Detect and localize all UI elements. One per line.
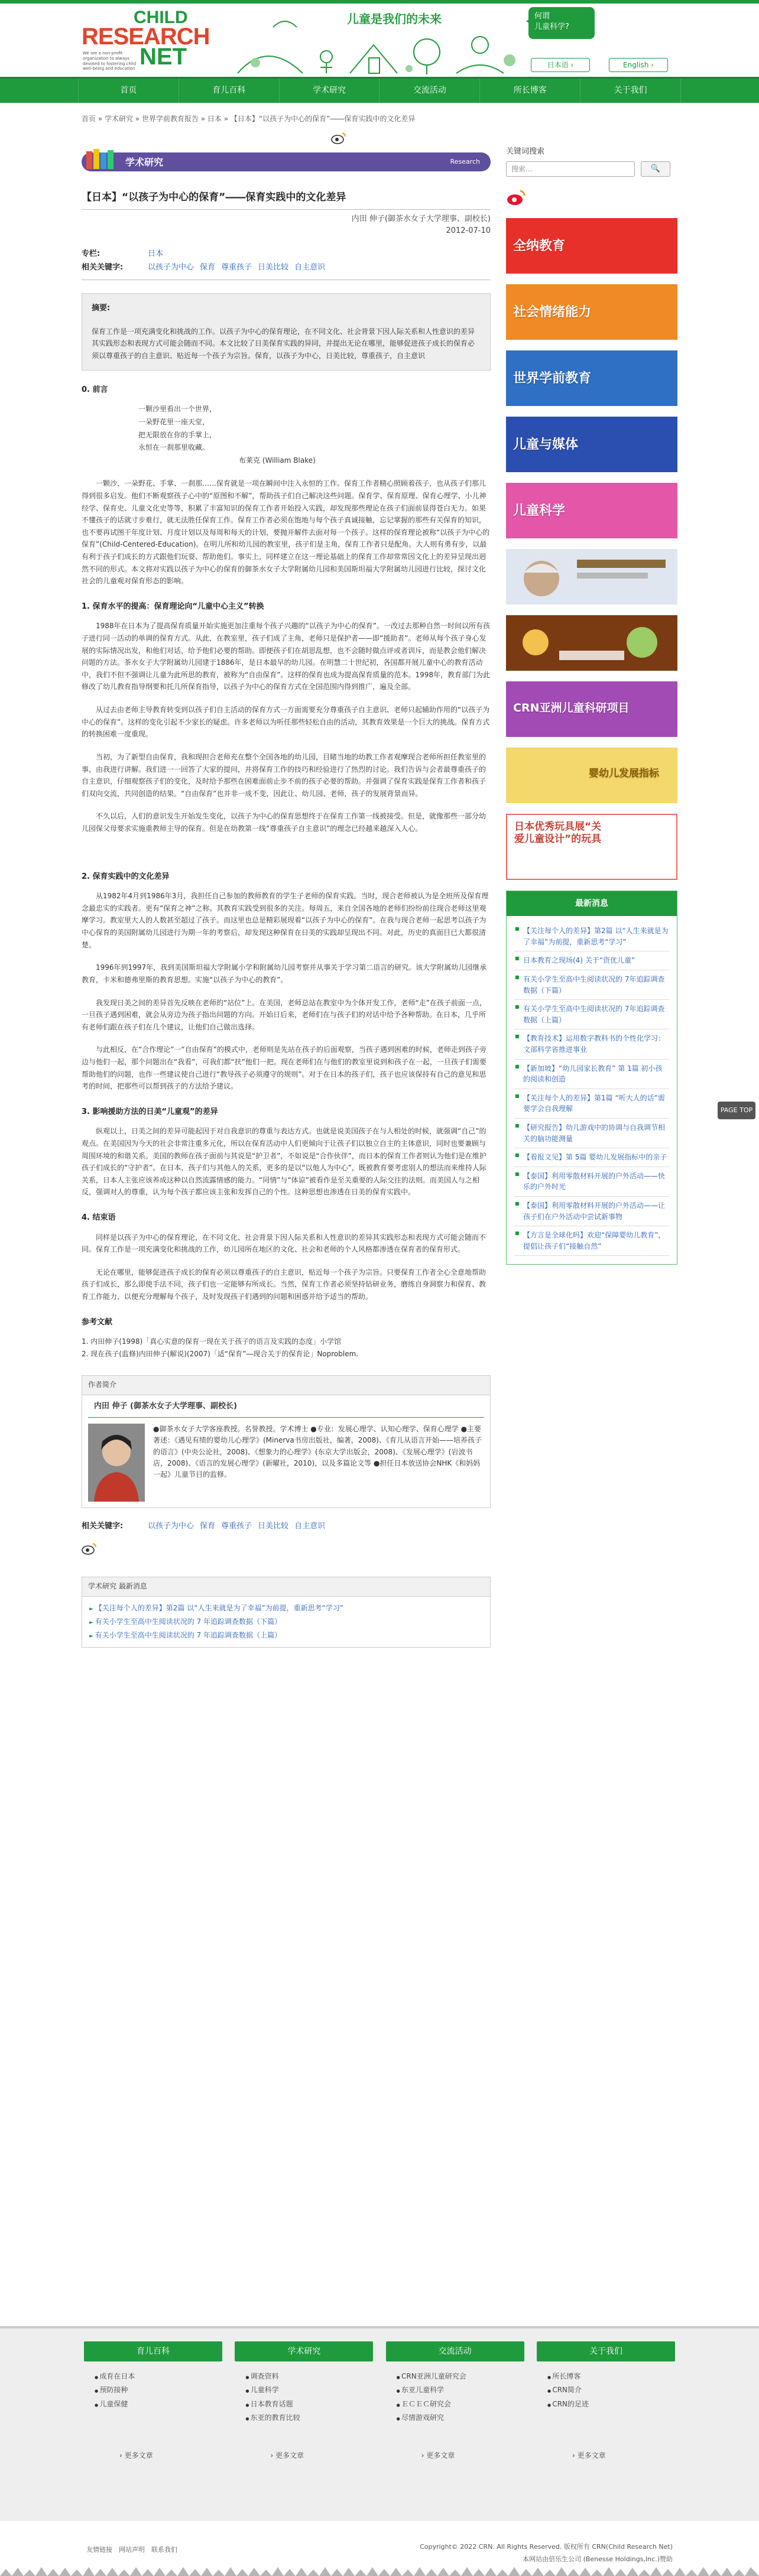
keyword-link[interactable]: 尊重孩子 (221, 262, 252, 272)
banner-director[interactable] (506, 549, 677, 605)
banner-label: 日本优秀玩具展“关爱儿童设计”的玩具 (514, 821, 602, 846)
paragraph: 从1982年4月到1986年3月，我担任自己参加的教师教育的学生子老师的保育实践。当时，现合老师被认为是全班所及保育理念最忠实的实践者。更有“保育之神”之称。其教育实践受到很多的关注。每周五，来自全国各地的老师们纷纷前往现合老师这里观摩学习。教室里大人的人数甚至超过了孩子。而这里也总是精彩展现着“以孩子为中心的保育”。在我与现合老师一起思考以孩子为中心保育的美国附属幼儿园进行为期一年的考察后，却发现这种保育在日美的实践却呈现出不同。对此，历史的真面目已大都很清楚。 (82, 892, 489, 949)
banner-label: 全纳教育 (513, 239, 566, 254)
keyword-link[interactable]: 日美比较 (258, 262, 289, 272)
region-label: 专栏: (82, 249, 100, 259)
banner-label: CRN亚洲儿童科研项目 (513, 701, 630, 715)
references-list (82, 1336, 491, 1360)
footer-link[interactable]: ● 调查资料 (245, 2370, 373, 2383)
latest-research-label: 学术研究 最新消息 (82, 1577, 490, 1597)
footer-utility-links[interactable]: 友情链接 网站声明 联系我们 (86, 2546, 177, 2554)
news-item[interactable]: ■ 有关小学生至高中生阅读状况的 7年追踪调查数据（下篇） (515, 970, 669, 1000)
language-english-button[interactable]: English › (609, 58, 668, 72)
news-item[interactable]: ■ 【教育技术】运用数字教科书的个性化学习：文部科学省推进事业 (515, 1029, 669, 1059)
footer-more-link[interactable]: › 更多文章 (421, 2451, 455, 2460)
latest-research-box (82, 1577, 491, 1647)
article-date: 2012-07-10 (446, 226, 491, 235)
news-box (506, 891, 677, 1265)
section-heading: 2. 保育实践中的文化差异 (82, 872, 170, 881)
footer-more-link[interactable]: › 更多文章 (572, 2451, 606, 2460)
nav-item-events[interactable]: 交流活动 (379, 79, 479, 103)
banner-toy-award[interactable] (506, 814, 677, 880)
news-item[interactable]: ■ 【方言是全球化吗】欢迎“保障婴幼儿教育”，提倡让孩子们“接触自然” (515, 1226, 669, 1256)
news-item[interactable]: ■ 【看报文见】第 5篇 婴幼儿发展指标中的亲子 (515, 1148, 669, 1167)
section-heading: 1. 保育水平的提高：保育理论向“儿童中心主义”转换 (82, 602, 264, 611)
footer-more-link[interactable]: › 更多文章 (119, 2451, 153, 2460)
author-box (82, 1375, 491, 1508)
news-box-label: 最新消息 (507, 891, 677, 916)
nav-item-blog[interactable]: 所长博客 (479, 79, 580, 103)
author-name: 内田 伸子 (御茶水女子大学理事、副校长) (88, 1395, 484, 1418)
search-button[interactable] (641, 161, 670, 177)
footer-column-title[interactable]: 交流活动 (386, 2341, 524, 2361)
poem-author: 布莱克 (William Blake) (239, 456, 316, 464)
banner-label: 世界学前教育 (513, 371, 592, 386)
keyword-link[interactable]: 自主意识 (294, 1522, 326, 1531)
logo-line: CHILD (134, 8, 188, 27)
logo-tagline: We are a non-profit organization to always devoted to fostering child well-being and education (83, 51, 137, 72)
paragraph: 从过去由老师主导教育转变到以孩子们自主活动的保育方式一方面需要充分尊重孩子自主意识、老师只起辅助作用的“以孩子为中心的保育”。这样的变化引起不少家长的疑虑。许多老师以为听任那些轻松自由的活动，其教育效果是一个巨大的挑战。保育方式的转换困难一度重现。 (82, 706, 490, 739)
author-bio: ●御茶水女子大学客座教授。名誉教授。学术博士 ●专业：发展心理学、认知心理学、保育心理学 ●主要著述：《遇见有绩的婴幼儿心理学》(Minerva书房出版社，编著，2008)、《育儿从语言开始——培养孩子的语言》(中央公论社，2008)、《想象力的心理学》(东京大学出版会，2008)、《发展心理学》(岩波书店，2008)、《语言的发展心理学》(新曜社，2010)，以及多篇论文等 ●担任日本放送协会NHK《和妈妈一起》儿童节目的监修。 (153, 1425, 482, 1479)
footer-column (386, 2341, 524, 2462)
poem-line: 永恒在一刹那里收藏。 (138, 443, 210, 452)
bubble-text: 何谓 儿童科学? (534, 12, 569, 31)
logo-line: RESEARCH (82, 23, 210, 50)
region-link[interactable]: 日本 (148, 249, 164, 259)
keyword-link[interactable]: 保育 (200, 1522, 216, 1531)
supporter-note: 本网站由倍乐生公司 (Benesse Holdings,Inc.)赞助 (523, 2555, 673, 2563)
article-tags-bottom (82, 1520, 491, 1534)
search-input[interactable]: 搜索... (506, 161, 635, 177)
news-item[interactable]: ■ 【关注每个人的差异】第2篇 以“人生来就是为了幸福”为前提，重新思考“学习” (515, 922, 669, 951)
banner-label: 社会情绪能力 (513, 305, 592, 320)
footer-column (84, 2341, 222, 2462)
keyword-link[interactable]: 以孩子为中心 (148, 1522, 194, 1531)
banner-inclusive-education[interactable] (506, 218, 677, 274)
weibo-follow[interactable] (506, 189, 677, 218)
keyword-link[interactable]: 日美比较 (258, 1522, 289, 1531)
footer-link[interactable]: ● 所长博客 (547, 2370, 675, 2383)
main-content (82, 145, 491, 1648)
nav-item-home[interactable]: 首页 (78, 79, 179, 103)
news-item[interactable]: ■ 日本教育之现场(4) 关于“资优儿童” (515, 951, 669, 970)
news-item[interactable]: ■ 【新加坡】“幼儿园家长教育” 第 1篇 初小孩的阅读和创造 (515, 1060, 669, 1089)
author-photo (88, 1424, 145, 1502)
article-title: 【日本】“以孩子为中心的保育”――保育实践中的文化差异 (82, 189, 491, 210)
paragraph: 1988年在日本为了提高保育质量开始实施更加注重每个孩子兴趣的“以孩子为中心的保育”。一改过去那种自然一时间以所有孩子进行同一活动的单调的保育方式。从此，在教室里，孩子们成了主角，老师只是保护者——即“援助者”。老师从每个孩子身心发展的实际情况出发，和他们对话，给予他们必要的帮助。即便孩子们在胡思乱想，也不会随时做点评或者训斥，而是教会他们解决问题的方法。茶水女子大学附属幼儿园建于1886年，是日本最早的幼儿园。在明慧二十世纪初，各国都开展儿童中心的教育活动中，我们不但不强调让儿童为此所思的教育，被称为“自由保育”。这样的保育也成为提高保育质量的范本。1998年，教育部门为此修改了幼儿教育指导纲要和托儿所保育指导，以孩子为中心的保育方式在全国范围内得到推广，遍及全部。 (82, 622, 490, 691)
footer-column-title[interactable]: 学术研究 (235, 2341, 373, 2361)
footer-link[interactable]: ● 儿童保健 (95, 2398, 222, 2411)
banner-child-science[interactable] (506, 483, 677, 538)
article-author: 内田 伸子(御茶水女子大学理事、副校长) (351, 214, 491, 223)
search-icon: 🔍 (650, 164, 661, 174)
paragraph: 与此相反，在“合作理论”一“自由保育”的模式中，老师则是先站在孩子的后面观察，当孩子遇到困难的时候，老师走到孩子旁边与他们一起，那个问题出在“我看”，可我们都“扶”他们一把。现在老师们在与他们的教室里说到和孩子在一起，一旦孩子们需要帮助他们的问题，也作一些建议使自己进行“教导孩子必须遵守的规则”。对于在日本的孩子们，孩子也应该保持有自己的意见和思考的时间，把那些可以帮到孩子的方法给予建议。 (82, 1045, 486, 1091)
keyword-link[interactable]: 自主意识 (294, 262, 326, 272)
footer-column (537, 2341, 675, 2462)
footer-link[interactable]: ● ＥＣＥＣ研究会 (397, 2398, 524, 2411)
banner-world-preschool[interactable] (506, 350, 677, 406)
footer-link[interactable]: ● 东亚的教育比较 (245, 2411, 373, 2425)
banner-label: 儿童科学 (513, 503, 566, 519)
poem-line: 把无限放在你的手掌上， (138, 430, 217, 439)
reference-item: 1. 内田伸子(1998)「真心实意的保育一现在关于孩子的语言及实践的态度」小学馆 (82, 1337, 342, 1346)
poem-line: 一朵野花里一座天堂， (138, 417, 210, 426)
keywords-label: 相关关键字: (82, 1522, 124, 1531)
nav-item-parenting[interactable]: 育儿百科 (179, 79, 279, 103)
banner-label: 婴幼儿发展指标 (589, 768, 659, 780)
footer-link[interactable]: ● 东亚儿童科学 (397, 2383, 524, 2397)
abstract-label: 摘要: (92, 303, 111, 313)
poem-quote (138, 403, 491, 467)
paragraph: 不久以后，人们的意识发生开始发生变化，以孩子为中心的保育思想终于在保育工作第一线被接受。但是，就像那些一部分幼儿园保父母要求实施重教师主导的保育。但是在幼教第一线“尊重孩子自主意识”的理念已经越来越深入人心。 (82, 812, 486, 833)
site-footer (0, 2326, 759, 2521)
news-item[interactable]: ■ 【泰国】利用零散材料开展的户外活动——让孩子们在户外活动中尝试新事物 (515, 1197, 669, 1226)
article-meta (82, 213, 491, 237)
paragraph: 我发现日美之间的差异首先反映在老师的“站位”上。在美国，老师总站在教室中为个体开发工作，老师“走”在孩子前面一点，一旦孩子遇到困难，就会从旁边为孩子指出问题的方向。开始日后来，老师们在与孩子们的对话中给予各种帮助。在日本，几乎所有老师们跟在孩子们在几个建议，让他们自己做出选择。 (82, 998, 486, 1031)
asia-research-icon (506, 615, 677, 671)
footer-column-title[interactable]: 育儿百科 (84, 2341, 222, 2361)
page-top-button[interactable]: PAGE TOP (718, 1102, 755, 1119)
main-nav (0, 77, 759, 103)
footer-column (235, 2341, 373, 2462)
section-heading: 0. 前言 (82, 385, 108, 394)
section-tag: Research (450, 157, 480, 165)
sidebar (506, 145, 677, 1265)
paragraph: 1996年到1997年，我到美国斯坦福大学附属小学和附属幼儿园考察并从事关于学习第二语言的研究。该大学附属幼儿园继承教育，卡米和德弗里斯的教育思想。实施“以孩子为中心的教育”。 (82, 963, 487, 984)
banner-social-emotional[interactable] (506, 284, 677, 340)
director-portrait (506, 549, 677, 605)
person-silhouette-icon (88, 1424, 145, 1502)
breadcrumb[interactable]: 首页 » 学术研究 » 世界学前教育报告 » 日本 » 【日本】“以孩子为中心的保育”――保育实践中的文化差异 (82, 115, 416, 123)
keywords-label: 相关关键字: (82, 262, 124, 272)
reference-item: 2. 现在孩子(监修)内田伸子(解说)(2007)「适“保育”―现合关于的保育论」Noproblem. (82, 1349, 359, 1358)
logo-line: NET (140, 44, 187, 70)
paragraph: 无论在哪里，能够促进孩子成长的保育必须以尊重孩子的自主意识，贴近每一个孩子为宗旨。只要保育工作者全心全意地帮助孩子们成长，那么即使手法不同，孩子们也一定能够有所成长。当然，保育工作者必须坚持钻研业务，磨练自身洞察力和保育、教育工作能力，以便充分理解每个孩子，及时发现孩子们遇到的问题和困惑并给予适当的帮助。 (82, 1268, 486, 1301)
search-label: 关键词搜索 (506, 147, 545, 156)
section-heading: 4. 结束语 (82, 1213, 116, 1223)
footer-link[interactable]: ● 成育在日本 (95, 2370, 222, 2383)
section-heading: 3. 影响援助方法的日美“儿童观”的差异 (82, 1107, 218, 1116)
site-logo[interactable] (82, 8, 218, 72)
keyword-link[interactable]: 尊重孩子 (221, 1522, 252, 1531)
latest-research-link[interactable]: ► 有关小学生至高中生阅读状况的 7 年追踪调查数据（下篇） (89, 1615, 483, 1629)
news-item[interactable]: ■ 【研究报告】幼儿游戏中的协调与自我调节相关的脑功能测量 (515, 1119, 669, 1148)
footer-bar (0, 2541, 759, 2565)
keyword-link[interactable]: 以孩子为中心 (148, 262, 194, 272)
references-heading: 参考文献 (82, 1317, 113, 1327)
banner-infant-development[interactable] (506, 748, 677, 803)
news-item[interactable]: ■ 【泰国】利用零散材料开展的户外活动——快乐的户外时光 (515, 1167, 669, 1197)
footer-link[interactable]: ● 儿童科学 (245, 2383, 373, 2397)
footer-link[interactable]: ● 预防接种 (95, 2383, 222, 2397)
nav-item-research[interactable]: 学术研究 (279, 79, 380, 103)
what-is-child-science-bubble[interactable] (528, 7, 595, 39)
news-item[interactable]: ■ 有关小学生至高中生阅读状况的 7年追踪调查数据（上篇） (515, 1000, 669, 1029)
footer-link[interactable]: ● CRN亚洲儿童研究会 (397, 2370, 524, 2383)
footer-link[interactable]: ● CRN的足迹 (547, 2398, 675, 2411)
footer-column-title[interactable]: 关于我们 (537, 2341, 675, 2361)
author-box-label: 作者简介 (82, 1376, 490, 1395)
abstract-text: 保育工作是一项充满变化和挑战的工作。以孩子为中心的保育理论，在不同文化、社会背景下因人际关系和人性意识的差异其实践形态和表现方式可能会随而不同。本文比较了日美保育实践的异同，并提出无论在哪里，能够促进孩子成长的保育必须以尊重孩子的自主意识、贴近每一个孩子为宗旨。保育，以孩子为中心，日美比较，尊重孩子，自主意识 (92, 327, 475, 360)
footer-link[interactable]: ● 尽情游戏研究 (397, 2411, 524, 2425)
paragraph: 一颗沙、一朵野花、手掌、一刹那……保育就是一项在瞬间中注入永恒的工作。保育工作者精心照顾着孩子，也从孩子们那儿得到很多启发。他们不断观察孩子心中的“原图和不解”，帮助孩子们自己解决这些问题。保育学、保育原理、保育心理学、小儿神经学、保育史、儿童文化史等等，积累了丰富知识的保育工作者开始投入实践，却发现那些理论在孩子们面前显得苍白无力。如果不懂孩子的话就寸步难行，就无法胜任保育工作。保育工作者必须在饱地与每个孩子真诚接触，忘记掌握的那些有关保育的知识，也不要再试图干年度计划、月度计划以及每周和每天的计划，要抛开解件去面对每一个孩子。这样的保育理论被称“以孩子为中心的保育”(Child-Centered-Education)。在明儿所和幼儿园的教室里，孩子们是主角，保育工作者只是配角。大人则有勇有步，以最有利于孩子们成长的方式跟他们玩耍、帮助他们。事实上，同样建立在这一理论基础上的保育工作却常常因文化上的差异呈现出迥然不同的形式。本文将对实践以孩子为中心的保育的御茶水女子大学附属幼儿园和美国斯坦福大学附属幼儿园进行比较，探讨文化社会的儿童观对保育形态的影响。 (82, 479, 490, 586)
banner-crn-asia-project[interactable] (506, 681, 677, 737)
weibo-share-icon[interactable] (82, 1542, 97, 1555)
footer-more-link[interactable]: › 更多文章 (270, 2451, 304, 2460)
books-icon (83, 148, 119, 171)
section-title: 学术研究 (125, 156, 164, 168)
nav-item-about[interactable]: 关于我们 (580, 79, 681, 103)
news-item[interactable]: ■ 【关注每个人的差异】第1篇 “听大人的话”需要学会自我理解 (515, 1089, 669, 1119)
paragraph: 同样是以孩子为中心的保育理论，在不同文化、社会背景下因人际关系和人性意识的差异其实践形态和表现方式可能会随而不同。保育工作是一项充满变化和挑战的工作，幼儿园所在地区的文化、社会和老师的个人风格都渗透在保育者的保育形式。 (82, 1233, 486, 1254)
site-slogan: 儿童是我们的未来 (347, 12, 442, 26)
latest-research-link[interactable]: ► 有关小学生至高中生阅读状况的 7 年追踪调查数据（上篇） (89, 1629, 483, 1642)
site-header (78, 4, 681, 77)
search-form (506, 161, 677, 177)
footer-link[interactable]: ● CRN简介 (547, 2383, 675, 2397)
paragraph: 当初，为了新型自由保育，我和现担合老师充在整个全国各地的幼儿园，目睹当地的幼教工作者观摩现合老师所担任教室里的事，由我进行讲解。我们进一一回答了大家的提问，并将保育工作的技巧和经验进行了热烈的讨论。我们告诉与会者最尊重孩子的自主意识，仔细观察孩子们的变化，及时给予那些在困难面前止步不前的孩子必要的帮助。并强调了保育实践是保育工作者和孩子们双向交流，共同创造的结果。“自由保育”也并非一成不变，因此让、幼儿园、老师，孩子的发展背景而异。 (82, 752, 486, 798)
keyword-link[interactable]: 保育 (200, 262, 216, 272)
section-header (82, 148, 491, 174)
weibo-share-icon[interactable] (331, 131, 346, 144)
article-tags (82, 248, 491, 275)
banner-label: 儿童与媒体 (513, 437, 579, 453)
poem-line: 一颗沙里看出一个世界， (138, 405, 217, 414)
abstract-box (82, 293, 491, 371)
banner-crn-asia[interactable] (506, 615, 677, 671)
language-japanese-button[interactable]: 日本语 › (531, 58, 590, 72)
weibo-icon (506, 189, 526, 206)
banner-children-media[interactable] (506, 417, 677, 472)
footer-grass-decoration (0, 2564, 759, 2576)
latest-research-link[interactable]: ► 【关注每个人的差异】第2篇 以“人生来就是为了幸福”为前提，重新思考“学习” (89, 1602, 483, 1615)
footer-link[interactable]: ● 日本教育话题 (245, 2398, 373, 2411)
copyright: Copyright© 2022 CRN. All Rights Reserved. 版权所有 CRN(Child Research Net) (420, 2543, 673, 2551)
paragraph: 纵观以上，日美之间的差异可能起因于对自我意识的尊重与表达方式。也就是说美国孩子在与人相处的时候，就强调“自己”的观点。在美国因为今天的社会非常注重多元化，所以在保育活动中人们更倾向于让孩子们以独立自主的主体意识，同时也要兼顾与周围环境的和谐关系。美国的教师在孩子面前与其说是“护卫者”，不如说是“合作伙伴”，而日本的保育工作者则认为他们是在维护孩子们成长的“守护者”。在日本，孩子们与其他人的关系，更多的是以“以他人为中心”，既被教育要考虑别人的想法而来维持人际关系，日本人主张应该养成这种以自然流露情感的能力。“同情”与“体谅”被看作是至关重要的人际交往的法则。而美国人与之相反，强调对人的尊重，认为每个孩子都应该主张和发挥自己的个性。这种思想也渗透在日美的保育实践中。 (82, 1127, 486, 1197)
